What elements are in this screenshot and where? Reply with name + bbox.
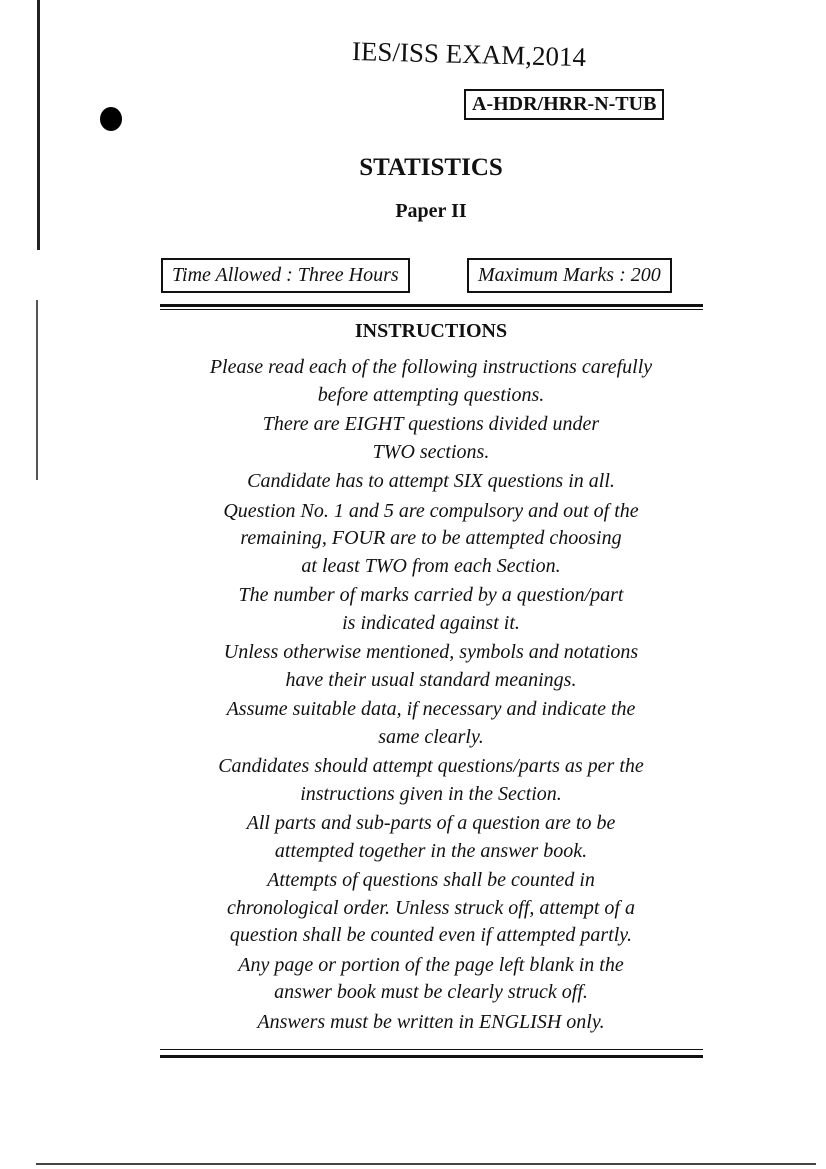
instruction-item xyxy=(0,639,826,694)
instruction-line: answer book must be clearly struck off. xyxy=(274,981,588,1003)
instruction-line: Candidates should attempt questions/parts as per the xyxy=(218,755,644,777)
instruction-line: same clearly. xyxy=(378,725,484,748)
instructions-heading: INSTRUCTIONS xyxy=(354,320,508,342)
instruction-line: Please read each of the following instructions carefully xyxy=(209,356,653,378)
instruction-line: Any page or portion of the page left blank in the xyxy=(238,953,624,976)
instruction-line: question shall be counted even if attempted partly. xyxy=(229,924,633,946)
instruction-line: remaining, FOUR are to be attempted choosing xyxy=(240,527,622,549)
paper-code-box: A-HDR/HRR-N-TUB xyxy=(464,89,664,120)
instruction-item xyxy=(0,952,826,1007)
instruction-line: Question No. 1 and 5 are compulsory and out of the xyxy=(223,499,639,522)
instruction-line: before attempting questions. xyxy=(317,383,545,406)
instruction-item xyxy=(0,582,826,637)
instruction-line: TWO sections. xyxy=(372,440,490,463)
instruction-line: Attempts of questions shall be counted in xyxy=(267,869,595,891)
instruction-line: have their usual standard meanings. xyxy=(285,668,577,691)
instruction-line: attempted together in the answer book. xyxy=(274,839,588,862)
instructions-list xyxy=(0,354,826,1038)
divider xyxy=(160,309,703,310)
instruction-item xyxy=(0,411,826,466)
divider xyxy=(160,1049,703,1050)
maximum-marks-box: Maximum Marks : 200 xyxy=(467,258,672,293)
time-allowed-box: Time Allowed : Three Hours xyxy=(161,258,410,293)
instruction-item xyxy=(0,810,826,865)
instruction-line: Answers must be written in ENGLISH only. xyxy=(257,1010,605,1033)
instruction-line: There are EIGHT questions divided under xyxy=(262,413,600,435)
instruction-line: chronological order. Unless struck off, attempt of a xyxy=(227,896,635,919)
instruction-line: Candidate has to attempt SIX questions in all. xyxy=(247,470,615,492)
exam-name: IES/ISS EXAM,2014 xyxy=(351,36,587,73)
instruction-item xyxy=(0,1009,826,1037)
instruction-line: is indicated against it. xyxy=(342,611,520,634)
subject-title: STATISTICS xyxy=(359,154,503,181)
divider xyxy=(160,1055,703,1058)
instruction-item xyxy=(0,468,826,496)
instruction-item xyxy=(0,354,826,409)
scan-edge-bottom xyxy=(36,1163,816,1165)
instruction-line: Unless otherwise mentioned, symbols and notations xyxy=(223,641,639,663)
instruction-line: at least TWO from each Section. xyxy=(301,554,561,577)
instruction-line: The number of marks carried by a question/part xyxy=(238,584,624,606)
instruction-item xyxy=(0,498,826,581)
instruction-line: All parts and sub-parts of a question are to be xyxy=(246,812,616,834)
instruction-line: instructions given in the Section. xyxy=(300,782,562,805)
instruction-line: Assume suitable data, if necessary and indicate the xyxy=(226,698,636,720)
divider xyxy=(160,304,703,307)
instruction-item xyxy=(0,753,826,808)
instruction-item xyxy=(0,867,826,950)
paper-number: Paper II xyxy=(395,200,467,222)
punch-hole-mark xyxy=(100,107,122,131)
instruction-item xyxy=(0,696,826,751)
